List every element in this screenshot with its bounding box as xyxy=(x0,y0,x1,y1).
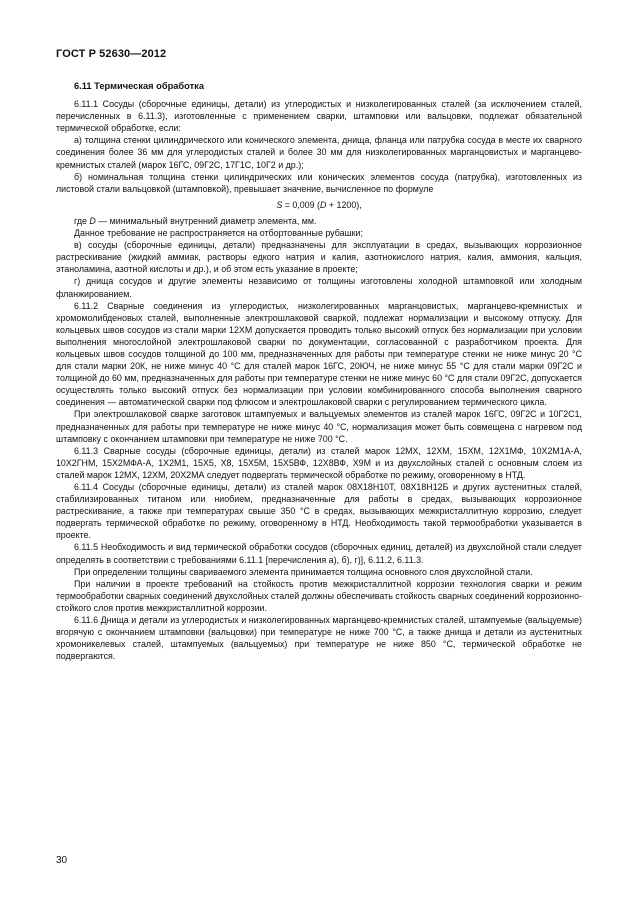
paragraph-6-11-2: 6.11.2 Сварные соединения из углеродистых, низколегированных марганцовистых, марганцево-кремнистых и хромомолибденовых сталей, выполненные электрошлаковой сваркой, подлежат нормализации и высокому отпуску. Для кольцевых швов сосудов из стали марки 12ХМ допускается проводить только высокий отпуск без нормализации при условии выполнения многослойной электрошлаковой сварки по документации, согласованной с разработчиком проекта. Для кольцевых швов сосудов толщиной до 100 мм, предназначенных для работы при температуре стенки не ниже минус 20 °С для стали марки 20К, не ниже минус 40 °С для сталей марок 16ГС, 20ЮЧ, не ниже минус 55 °С для стали марки 09Г2С и толщиной до 60 мм, предназначенных для работы при температуре стенки не ниже минус 60 °С для стали 09Г2С, допускается осуществлять только высокий отпуск без нормализации при условии комбинированного способа выполнения сварного соединения — автоматической сварки под флюсом и электрошлаковой сварки с регулированием термического цикла. xyxy=(56,300,582,408)
paragraph-intercrystalline: При наличии в проекте требований на стойкость против межкристаллитной коррозии технология сварки и режим термообработки сварных соединений двухслойных сталей должны обеспечивать стойкость сварных соединений коррозионно-стойкого слоя против межкристаллитной коррозии. xyxy=(56,578,582,613)
formula-var-s: S xyxy=(276,199,283,210)
paragraph-item-a: а) толщина стенки цилиндрического или конического элемента, днища, фланца или патрубка сосуда в месте их сварного соединения более 36 мм для углеродистых сталей и более 30 мм для низколегированных марганцовистых и марганцево-кремнистых сталей (марок 16ГС, 09Г2С, 17Г1С, 10Г2 и др.); xyxy=(56,135,582,170)
page-number: 30 xyxy=(56,855,68,866)
paragraph-electroslag: При электрошлаковой сварке заготовок штампуемых и вальцуемых элементов из сталей марок 16ГС, 09Г2С и 10Г2С1, предназначенных для работы при температуре не ниже минус 40 °С, нормализация может быть совмещена с нагревом под штамповку с окончанием штамповки при температуре не ниже 700 °С. xyxy=(56,409,582,444)
formula-legend-post: — минимальный внутренний диаметр элемента, мм. xyxy=(95,215,317,226)
formula-mid: = 0,009 ( xyxy=(282,199,320,210)
paragraph-6-11-5: 6.11.5 Необходимость и вид термической обработки сосудов (сборочных единиц, деталей) из двухслойной стали следует определять в соответствии с требованиями 6.11.1 [перечисления а), б), г)], 6.11.2, 6.11.3. xyxy=(56,542,582,565)
paragraph-jacket-note: Данное требование не распространяется на отбортованные рубашки; xyxy=(74,228,363,239)
paragraph-6-11-6: 6.11.6 Днища и детали из углеродистых и низколегированных марганцево-кремнистых сталей, штампуемые (вальцуемые) вгорячую с окончанием штамповки (вальцовки) при температуре не ниже 700 °С, а также днища и детали из аустенитных хромоникелевых сталей, штампуемых (вальцуемых) при температуре не ниже 850 °С, термической обработке не подвергаются. xyxy=(56,615,582,662)
paragraph-item-g: г) днища сосудов и другие элементы независимо от толщины изготовлены холодной штамповкой или холодным фланжированием. xyxy=(56,276,582,299)
formula-var-d: D xyxy=(319,199,327,210)
document-code-header: ГОСТ Р 52630—2012 xyxy=(56,48,167,60)
paragraph-thickness: При определении толщины свариваемого элемента принимается толщина основного слоя двухслойной стали. xyxy=(74,566,533,577)
paragraph-item-v: в) сосуды (сборочные единицы, детали) предназначены для эксплуатации в средах, вызывающих коррозионное растрескивание (жидкий аммиак, растворы едкого натрия и калия, азотнокислого натрия, калия, аммония, кальция, этаноламина, азотной кислоты и др.), и об этом есть указание в проекте; xyxy=(56,240,582,275)
document-body xyxy=(56,80,582,662)
paragraph-6-11-4: 6.11.4 Сосуды (сборочные единицы, детали) из сталей марок 08Х18Н10Т, 08Х18Н12Б и других аустенитных сталей, стабилизированных титаном или ниобием, предназначенные для работы в средах, вызывающих коррозионное растрескивание, а также при температурах свыше 350 °С в средах, вызывающих межкристаллитную коррозию, следует подвергать термической обработке по режиму, оговоренному в НТД. Необходимость такой термообработки указывается в проекте. xyxy=(56,482,582,541)
formula-legend xyxy=(56,215,582,227)
paragraph-6-11-1: 6.11.1 Сосуды (сборочные единицы, детали) из углеродистых и низколегированных сталей (за исключением сталей, перечисленных в 6.11.3), изготовленные с применением сварки, штамповки или вальцовки, подлежат обязательной термической обработке, если: xyxy=(56,99,582,134)
formula-legend-var: D xyxy=(89,215,96,226)
paragraph-item-b: б) номинальная толщина стенки цилиндрических или конических элементов сосуда (патрубка), изготовленных из листовой стали вальцовкой (штамповкой), превышает значение, вычисленное по формуле xyxy=(56,171,582,194)
formula-legend-pre: где xyxy=(74,215,90,226)
formula xyxy=(56,199,582,211)
formula-rhs: + 1200), xyxy=(326,199,362,210)
paragraph-6-11-3: 6.11.3 Сварные сосуды (сборочные единицы, детали) из сталей марок 12МХ, 12ХМ, 15ХМ, 12Х1МФ, 10Х2М1А-А, 10Х2ГНМ, 15Х2МФА-А, 1Х2М1, 15Х5, Х8, 15Х5М, 15Х5ВФ, 12Х8ВФ, Х9М и из двухслойных сталей с основным слоем из сталей марок 12МХ, 12ХМ, 20Х2МА следует подвергать термической обработке по режиму, оговоренному в НТД. xyxy=(56,445,582,480)
section-title: 6.11 Термическая обработка xyxy=(74,81,204,91)
